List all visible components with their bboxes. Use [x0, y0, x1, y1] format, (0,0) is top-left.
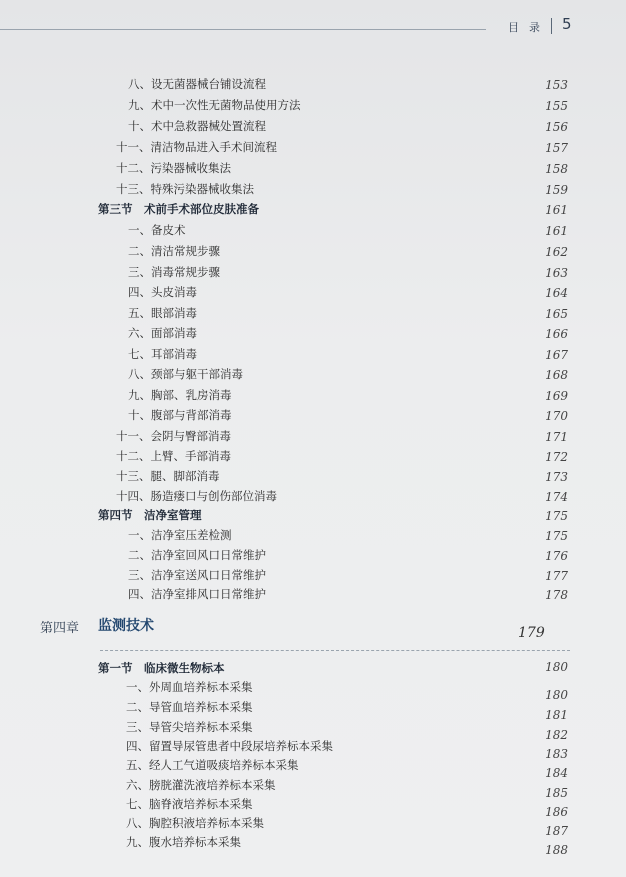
toc-entry-page: 164: [545, 286, 568, 300]
toc-entry-label: 三、洁净室送风口日常维护: [128, 568, 266, 582]
toc-section: [0, 660, 626, 680]
toc-entry: [0, 719, 626, 742]
toc-entry-page: 180: [545, 660, 568, 674]
toc-entry-page: 163: [545, 266, 568, 280]
toc-entry: [0, 181, 626, 201]
toc-section: [0, 201, 626, 221]
toc-entry: [0, 76, 626, 96]
toc-entry-label: 十三、腿、脚部消毒: [116, 469, 220, 483]
toc-entry: [0, 284, 626, 304]
toc-entry-label: 二、洁净室回风口日常维护: [128, 548, 266, 562]
toc-entry-label: 六、面部消毒: [128, 326, 197, 340]
toc-entry-label: 九、腹水培养标本采集: [126, 835, 241, 849]
toc-entry-page: 182: [545, 728, 568, 742]
toc-entry-label: 七、耳部消毒: [128, 347, 197, 361]
chapter-page: 179: [518, 625, 545, 641]
toc-entry-label: 十二、上臂、手部消毒: [116, 449, 231, 463]
toc-entry-page: 184: [545, 766, 568, 780]
toc-entry-page: 153: [545, 78, 568, 92]
header-page-number: 5: [562, 15, 572, 33]
toc-entry-label: 一、洁净室压差检测: [128, 528, 232, 542]
toc-entry-label: 五、经人工气道吸痰培养标本采集: [126, 758, 299, 772]
toc-entry-page: 158: [545, 162, 568, 176]
toc-entry-label: 三、导管尖培养标本采集: [126, 720, 253, 734]
toc-entry-page: 176: [545, 549, 568, 563]
toc-entry-label: 四、头皮消毒: [128, 285, 197, 299]
toc-entry: [0, 448, 626, 468]
toc-entry: [0, 243, 626, 263]
chapter-title: 监测技术: [98, 618, 154, 634]
chapter-rule: [100, 650, 570, 651]
toc-entry-page: 167: [545, 348, 568, 362]
toc-entry-label: 三、消毒常规步骤: [128, 265, 220, 279]
toc-entry-label: 十、腹部与背部消毒: [128, 408, 232, 422]
toc-entry: [0, 547, 626, 567]
toc-entry-page: 165: [545, 307, 568, 321]
toc-entry-label: 八、设无菌器械台铺设流程: [128, 77, 266, 91]
toc-entry-page: 162: [545, 245, 568, 259]
toc-entry: [0, 387, 626, 407]
toc-entry: [0, 488, 626, 508]
toc-entry-label: 十二、污染器械收集法: [116, 161, 231, 175]
toc-entry-label: 第四节 洁净室管理: [98, 508, 202, 522]
toc-entry-page: 172: [545, 450, 568, 464]
toc-entry: [0, 468, 626, 488]
toc-entry-page: 175: [545, 509, 568, 523]
toc-entry-page: 169: [545, 389, 568, 403]
toc-entry-label: 七、脑脊液培养标本采集: [126, 797, 253, 811]
toc-entry: [0, 222, 626, 242]
toc-entry-label: 六、膀胱灌洗液培养标本采集: [126, 778, 276, 792]
toc-entry: [0, 699, 626, 722]
toc-entry: [0, 567, 626, 587]
toc-entry-label: 九、术中一次性无菌物品使用方法: [128, 98, 301, 112]
header-label: 目录: [508, 21, 550, 34]
toc-entry: [0, 264, 626, 284]
toc-entry-label: 二、清洁常规步骤: [128, 244, 220, 258]
toc-entry: [0, 160, 626, 180]
toc-entry: [0, 139, 626, 159]
toc-entry: [0, 679, 626, 702]
toc-entry-page: 161: [545, 224, 568, 238]
toc-entry-page: 186: [545, 805, 568, 819]
toc-entry: [0, 527, 626, 547]
toc-entry: [0, 407, 626, 427]
toc-entry: [0, 305, 626, 325]
toc-entry-label: 十四、肠造瘘口与创伤部位消毒: [116, 489, 277, 503]
toc-entry-page: 166: [545, 327, 568, 341]
toc-entry-page: 170: [545, 409, 568, 423]
toc-entry-page: 181: [545, 708, 568, 722]
toc-entry-page: 177: [545, 569, 568, 583]
toc-entry: [0, 366, 626, 386]
toc-entry-page: 171: [545, 430, 568, 444]
toc-entry-label: 十、术中急救器械处置流程: [128, 119, 266, 133]
toc-entry-page: 180: [545, 688, 568, 702]
toc-entry-page: 188: [545, 843, 568, 857]
toc-entry-page: 173: [545, 470, 568, 484]
header-rule: [0, 29, 486, 30]
toc-entry-label: 十一、会阴与臀部消毒: [116, 429, 231, 443]
toc-entry-label: 十一、清洁物品进入手术间流程: [116, 140, 277, 154]
toc-entry-label: 十三、特殊污染器械收集法: [116, 182, 254, 196]
toc-entry-page: 178: [545, 588, 568, 602]
toc-entry-page: 168: [545, 368, 568, 382]
toc-entry-page: 155: [545, 99, 568, 113]
toc-entry: [0, 834, 626, 857]
toc-entry-page: 159: [545, 183, 568, 197]
toc-entry-label: 第一节 临床微生物标本: [98, 661, 225, 675]
toc-entry-page: 161: [545, 203, 568, 217]
toc-entry-page: 185: [545, 786, 568, 800]
toc-entry-page: 183: [545, 747, 568, 761]
toc-entry: [0, 777, 626, 800]
toc-entry-label: 八、胸腔积液培养标本采集: [126, 816, 264, 830]
toc-entry: [0, 97, 626, 117]
toc-entry: [0, 346, 626, 366]
toc-entry: [0, 428, 626, 448]
toc-entry-label: 九、胸部、乳房消毒: [128, 388, 232, 402]
toc-entry: [0, 325, 626, 345]
toc-entry-label: 一、外周血培养标本采集: [126, 680, 253, 694]
toc-entry-label: 二、导管血培养标本采集: [126, 700, 253, 714]
toc-entry-page: 156: [545, 120, 568, 134]
chapter-number: 第四章: [40, 621, 80, 636]
toc-entry-page: 187: [545, 824, 568, 838]
toc-entry-label: 一、备皮术: [128, 223, 186, 237]
toc-entry-label: 四、留置导尿管患者中段尿培养标本采集: [126, 739, 333, 753]
toc-entry: [0, 815, 626, 838]
toc-entry-label: 四、洁净室排风口日常维护: [128, 587, 266, 601]
toc-section: [0, 507, 626, 527]
toc-entry: [0, 738, 626, 761]
toc-entry-label: 八、颈部与躯干部消毒: [128, 367, 243, 381]
toc-entry-label: 五、眼部消毒: [128, 306, 197, 320]
toc-entry: [0, 757, 626, 780]
header-divider: [551, 18, 552, 34]
toc-entry: [0, 586, 626, 606]
toc-entry-page: 175: [545, 529, 568, 543]
toc-entry: [0, 796, 626, 819]
toc-entry-page: 174: [545, 490, 568, 504]
toc-entry: [0, 118, 626, 138]
toc-entry-page: 157: [545, 141, 568, 155]
toc-entry-label: 第三节 术前手术部位皮肤准备: [98, 202, 259, 216]
